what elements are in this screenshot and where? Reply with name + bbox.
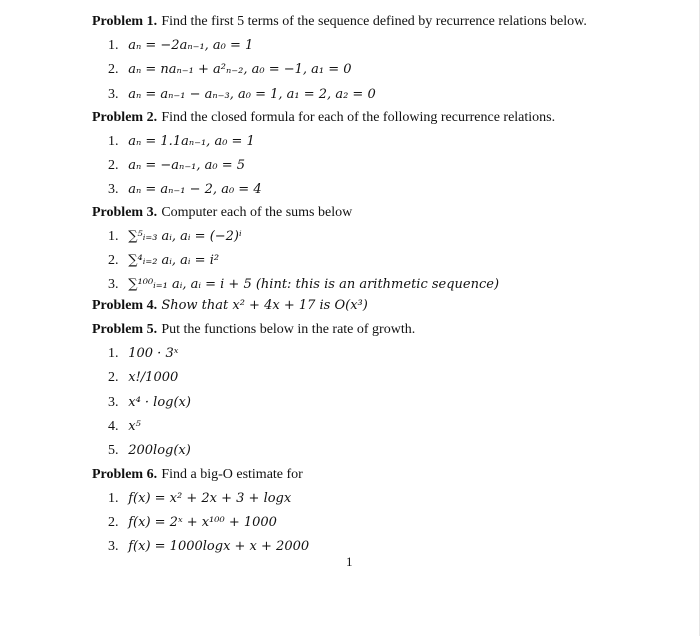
item-text: aₙ = 1.1aₙ₋₁, a₀ = 1 bbox=[128, 134, 255, 149]
item-text: 100 · 3ˣ bbox=[128, 346, 179, 361]
problem-5-item-5 bbox=[108, 443, 191, 459]
item-number: 1. bbox=[108, 38, 119, 53]
problem-4-text: Show that x² + 4x + 17 is O(x³) bbox=[161, 298, 368, 313]
problem-6-item-3 bbox=[108, 539, 309, 555]
problem-1-heading bbox=[92, 14, 587, 30]
problem-3-text: Computer each of the sums below bbox=[161, 205, 353, 220]
problem-6-label: Problem 6. bbox=[92, 467, 158, 482]
item-text: ∑¹⁰⁰ᵢ₌₁ aᵢ, aᵢ = i + 5 (hint: this is an arithmetic sequence) bbox=[128, 277, 500, 292]
problem-2-item-1 bbox=[108, 134, 255, 150]
problem-1-label: Problem 1. bbox=[92, 14, 158, 29]
item-number: 3. bbox=[108, 277, 119, 292]
problem-5-label: Problem 5. bbox=[92, 322, 158, 337]
problem-5-item-2 bbox=[108, 370, 178, 386]
item-number: 2. bbox=[108, 370, 119, 385]
problem-6-item-2 bbox=[108, 515, 277, 531]
problem-5-text: Put the functions below in the rate of growth. bbox=[161, 322, 416, 337]
problem-4-heading bbox=[92, 298, 368, 314]
problem-5-heading bbox=[92, 322, 415, 338]
problem-1-item-3 bbox=[108, 87, 376, 103]
item-number: 3. bbox=[108, 87, 119, 102]
problem-5-item-4 bbox=[108, 419, 141, 435]
problem-5-item-1 bbox=[108, 346, 178, 362]
item-text: f(x) = x² + 2x + 3 + logx bbox=[128, 491, 292, 506]
problem-2-heading bbox=[92, 110, 555, 126]
item-number: 2. bbox=[108, 158, 119, 173]
item-number: 4. bbox=[108, 419, 119, 434]
item-text: x⁴ · log(x) bbox=[128, 395, 191, 410]
problem-2-item-2 bbox=[108, 158, 245, 174]
item-number: 1. bbox=[108, 229, 119, 244]
problem-3-item-3 bbox=[108, 277, 499, 293]
problem-3-item-2 bbox=[108, 253, 219, 269]
item-text: x!/1000 bbox=[128, 370, 179, 385]
item-text: aₙ = −2aₙ₋₁, a₀ = 1 bbox=[128, 38, 254, 53]
item-text: ∑⁵ᵢ₌₃ aᵢ, aᵢ = (−2)ⁱ bbox=[128, 229, 242, 244]
problem-2-label: Problem 2. bbox=[92, 110, 158, 125]
problem-3-label: Problem 3. bbox=[92, 205, 158, 220]
item-number: 3. bbox=[108, 395, 119, 410]
problem-1-text: Find the first 5 terms of the sequence defined by recurrence relations below. bbox=[161, 14, 587, 29]
problem-3-item-1 bbox=[108, 229, 242, 245]
item-text: 200log(x) bbox=[128, 443, 191, 458]
problem-2-item-3 bbox=[108, 182, 262, 198]
problem-6-item-1 bbox=[108, 491, 291, 507]
item-number: 1. bbox=[108, 346, 119, 361]
problem-1-item-1 bbox=[108, 38, 253, 54]
item-text: aₙ = −aₙ₋₁, a₀ = 5 bbox=[128, 158, 246, 173]
item-number: 1. bbox=[108, 491, 119, 506]
item-number: 2. bbox=[108, 515, 119, 530]
item-number: 2. bbox=[108, 62, 119, 77]
problem-6-text: Find a big-O estimate for bbox=[161, 467, 303, 482]
item-text: aₙ = naₙ₋₁ + a²ₙ₋₂, a₀ = −1, a₁ = 0 bbox=[128, 62, 352, 77]
item-number: 1. bbox=[108, 134, 119, 149]
item-number: 5. bbox=[108, 443, 119, 458]
item-number: 3. bbox=[108, 182, 119, 197]
item-number: 3. bbox=[108, 539, 119, 554]
item-text: f(x) = 2ˣ + x¹⁰⁰ + 1000 bbox=[128, 515, 277, 530]
item-number: 2. bbox=[108, 253, 119, 268]
item-text: ∑⁴ᵢ₌₂ aᵢ, aᵢ = i² bbox=[128, 253, 220, 268]
page-number: 1 bbox=[346, 554, 353, 569]
item-text: aₙ = aₙ₋₁ − aₙ₋₃, a₀ = 1, a₁ = 2, a₂ = 0 bbox=[128, 87, 376, 102]
problem-6-heading bbox=[92, 467, 303, 483]
item-text: x⁵ bbox=[128, 419, 141, 434]
item-text: aₙ = aₙ₋₁ − 2, a₀ = 4 bbox=[128, 182, 262, 197]
problem-5-item-3 bbox=[108, 395, 191, 411]
problem-3-heading bbox=[92, 205, 352, 221]
problem-4-label: Problem 4. bbox=[92, 298, 158, 313]
problem-1-item-2 bbox=[108, 62, 352, 78]
problem-2-text: Find the closed formula for each of the following recurrence relations. bbox=[161, 110, 556, 125]
item-text: f(x) = 1000logx + x + 2000 bbox=[128, 539, 310, 554]
